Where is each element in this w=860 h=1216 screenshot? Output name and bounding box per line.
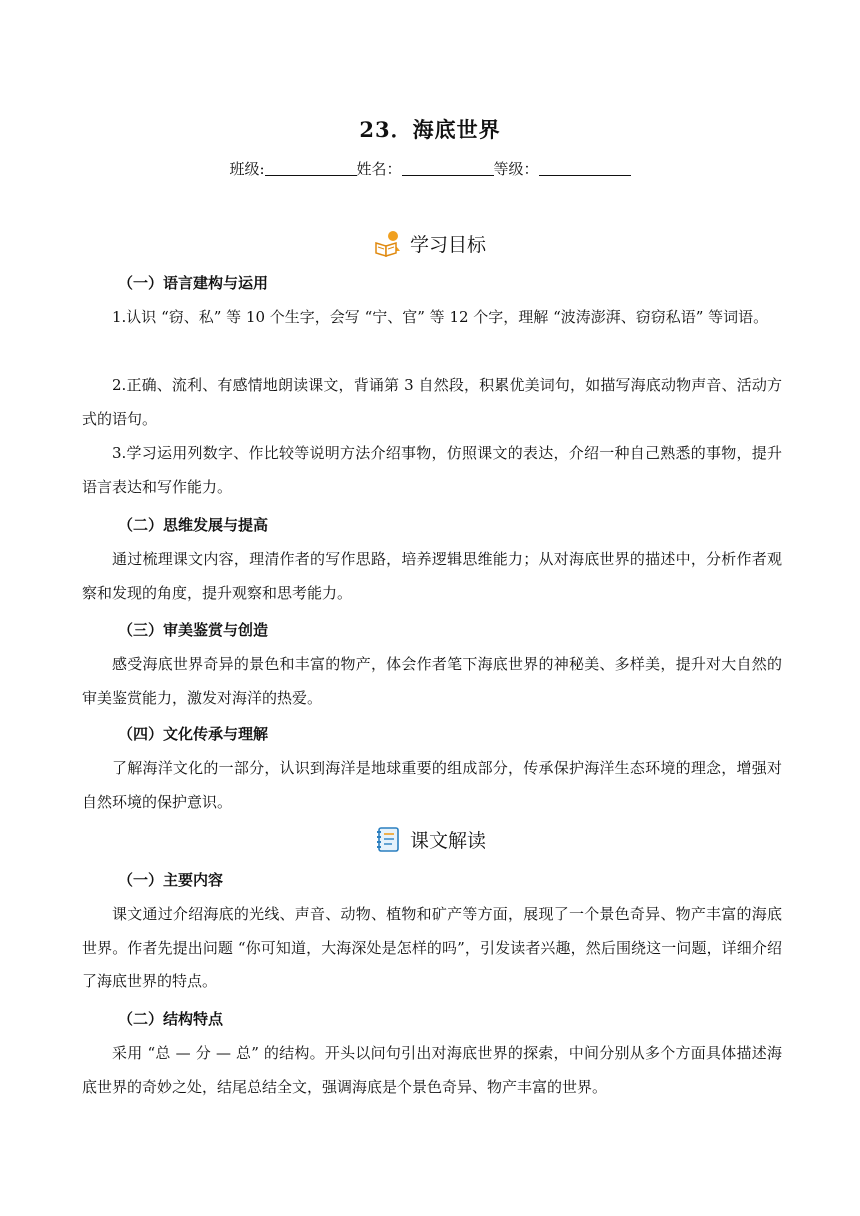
class-blank[interactable]: [265, 161, 357, 176]
goals-subheading-4: （四）文化传承与理解: [118, 725, 269, 743]
goals-heading: [0, 228, 860, 258]
name-label: 姓名：: [356, 160, 402, 178]
goals-item-2: 2.正确、流利、有感情地朗读课文，背诵第 3 自然段，积累优美词句，如描写海底动物声音、活动方式的语句。: [82, 376, 782, 428]
reading-subheading-2: （二）结构特点: [118, 1010, 224, 1028]
goals-item-1: 1.认识 “窃、私” 等 10 个生字，会写 “宁、官” 等 12 个字，理解 “波涛澎湃、窃窃私语” 等词语。: [112, 308, 769, 326]
goals-subheading-1: （一）语言建构与运用: [118, 274, 269, 292]
reading-paragraph-2: 采用 “总 — 分 — 总” 的结构。开头以问句引出对海底世界的探索，中间分别从多个方面具体描述海底世界的奇妙之处，结尾总结全文，强调海底是个景色奇异、物产丰富的世界。: [82, 1044, 782, 1096]
reading-paragraph-1: 课文通过介绍海底的光线、声音、动物、植物和矿产等方面，展现了一个景色奇异、物产丰富的海底世界。作者先提出问题 “你可知道，大海深处是怎样的吗”，引发读者兴趣，然后围绕这一问题，详细介绍了海底世界的特点。: [82, 905, 782, 991]
goals-paragraph-3: 感受海底世界奇异的景色和丰富的物产，体会作者笔下海底世界的神秘美、多样美，提升对大自然的审美鉴赏能力，激发对海洋的热爱。: [82, 655, 782, 707]
name-blank[interactable]: [402, 161, 494, 176]
goals-subheading-3: （三）审美鉴赏与创造: [118, 621, 269, 639]
reading-subheading-1: （一）主要内容: [118, 871, 224, 889]
goals-heading-label: 学习目标: [409, 233, 486, 256]
student-info-line: [0, 158, 860, 179]
reading-student-icon: [374, 229, 402, 257]
goals-paragraph-2: 通过梳理课文内容，理清作者的写作思路，培养逻辑思维能力；从对海底世界的描述中，分析作者观察和发现的角度，提升观察和思考能力。: [82, 550, 782, 602]
goals-item-3: 3.学习运用列数字、作比较等说明方法介绍事物，仿照课文的表达，介绍一种自己熟悉的事物，提升语言表达和写作能力。: [82, 444, 782, 496]
grade-blank[interactable]: [539, 161, 631, 176]
reading-heading: [0, 824, 860, 854]
reading-heading-label: 课文解读: [409, 829, 486, 852]
document-title: 23．海底世界: [359, 117, 501, 142]
notebook-icon: [374, 825, 402, 853]
goals-paragraph-4: 了解海洋文化的一部分，认识到海洋是地球重要的组成部分，传承保护海洋生态环境的理念，增强对自然环境的保护意识。: [82, 759, 782, 811]
goals-subheading-2: （二）思维发展与提高: [118, 516, 269, 534]
grade-label: 等级：: [493, 160, 539, 178]
class-label: 班级:: [229, 160, 265, 178]
